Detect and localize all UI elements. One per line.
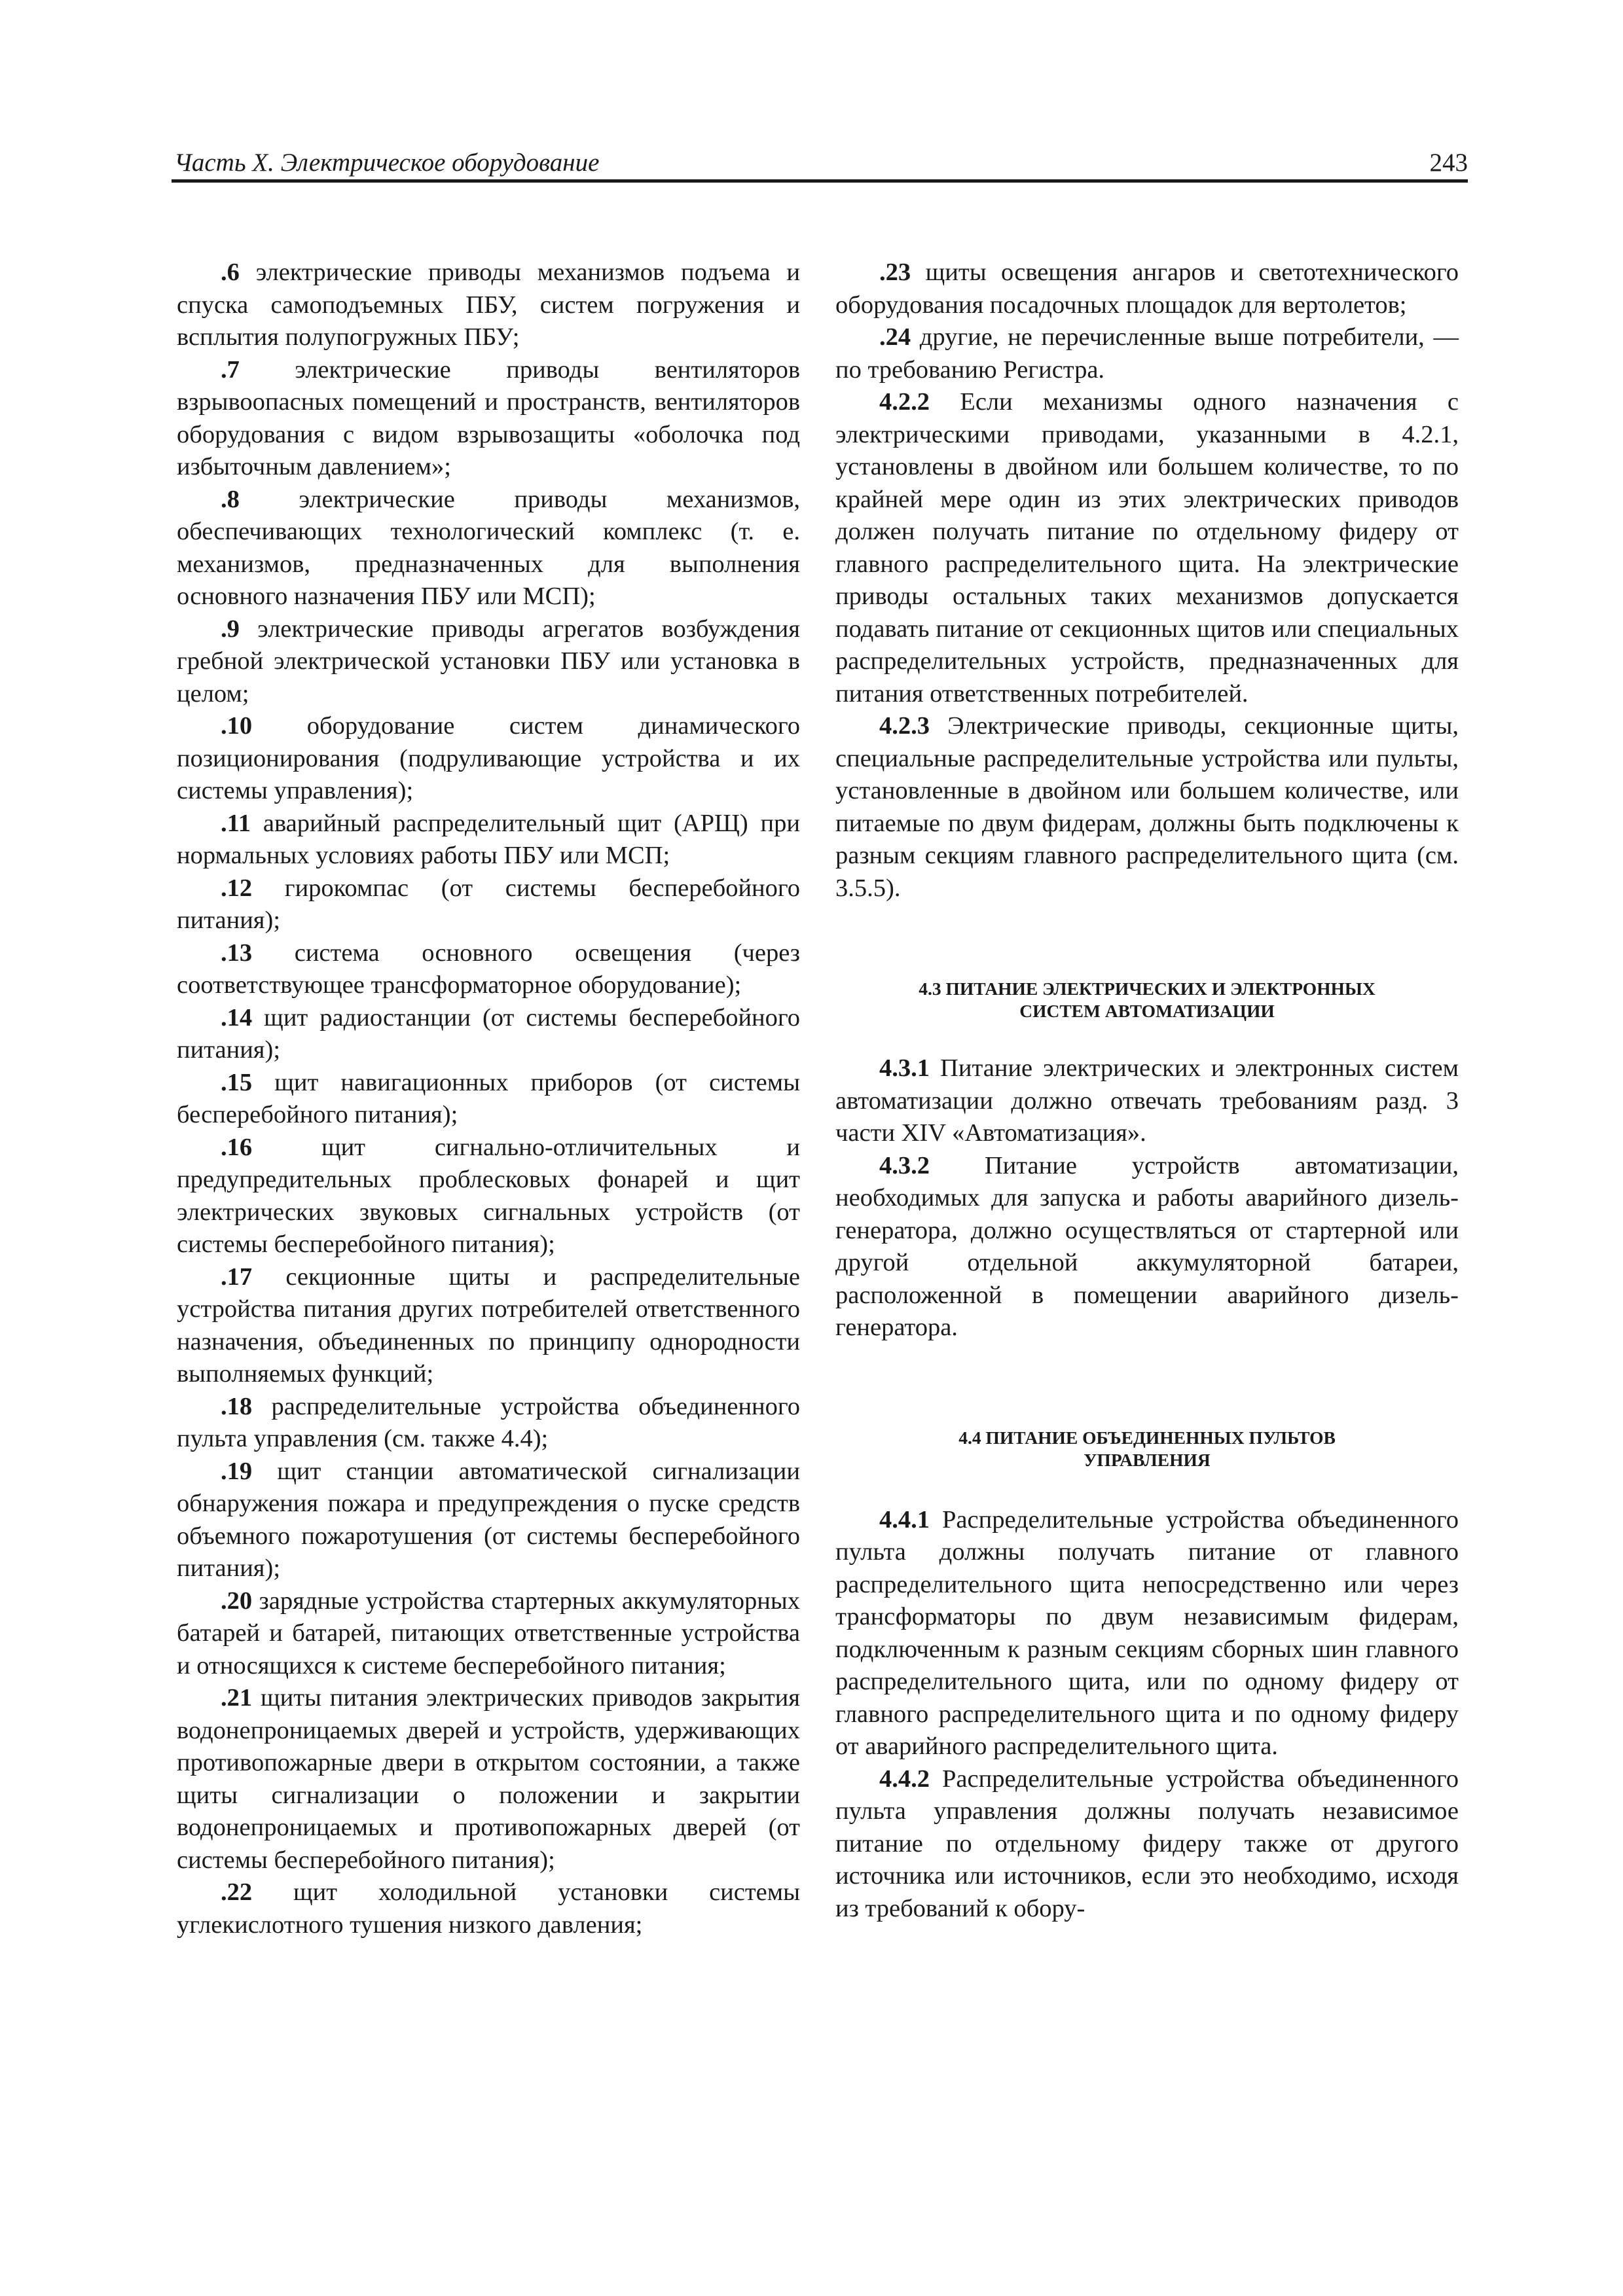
clause-number: 4.2.3 [879, 712, 930, 740]
clause-text: Распределительные устройства объединенного пульта управления должны получать независимое питание по отдельному фидеру также от другого источника или источников, если это необходимо, исходя из требований к обору- [835, 1765, 1459, 1922]
item-number: .8 [221, 485, 240, 513]
item-number: .19 [221, 1457, 253, 1485]
list-item [177, 710, 800, 808]
item-number: .7 [221, 355, 240, 384]
clause-number: 4.3.1 [879, 1054, 930, 1082]
list-item [177, 484, 800, 613]
section-heading-line: УПРАВЛЕНИЯ [1084, 1449, 1211, 1470]
item-text: щит сигнально-отличительных и предупредительных проблесковых фонарей и щит электрических звуковых сигнальных устройств (от системы бесперебойного питания); [177, 1133, 800, 1258]
list-item [835, 257, 1459, 321]
item-number: .10 [221, 712, 253, 740]
clause-4-3-1 [835, 1052, 1459, 1150]
list-item [177, 354, 800, 484]
item-text: другие, не перечисленные выше потребители, — по требованию Регистра. [835, 323, 1459, 384]
clause-text: Питание электрических и электронных систем автоматизации должно отвечать требованиям разд. 3 части XIV «Автоматизация». [835, 1054, 1459, 1147]
item-number: .23 [879, 259, 911, 286]
item-number: .20 [221, 1587, 253, 1615]
item-number: .21 [221, 1684, 253, 1712]
item-text: щит навигационных приборов (от системы бесперебойного питания); [177, 1068, 800, 1128]
item-text: электрические приводы вентиляторов взрывоопасных помещений и пространств, вентиляторов оборудования с видом взрывозащиты «оболочка под избыточным давлением»; [177, 355, 800, 480]
list-item [177, 1132, 800, 1261]
list-item [177, 1876, 800, 1941]
item-number: .15 [221, 1068, 253, 1096]
clause-4-2-2 [835, 386, 1459, 710]
list-item [177, 613, 800, 711]
clause-4-2-3 [835, 710, 1459, 905]
list-item [177, 937, 800, 1002]
running-title: Часть X. Электрическое оборудование [174, 149, 600, 177]
item-text: щиты питания электрических приводов закрытия водонепроницаемых дверей и устройств, удерживающих противопожарные двери в открытом состоянии, а также щиты сигнализации о положении и закрытии водонепроницаемых и противопожарных дверей (от системы бесперебойного питания); [177, 1684, 800, 1874]
item-number: .9 [221, 615, 240, 643]
clause-number: 4.4.2 [879, 1765, 930, 1793]
item-number: .13 [221, 939, 253, 967]
item-number: .17 [221, 1263, 253, 1291]
item-text: оборудование систем динамического позиционирования (подруливающие устройства и их системы управления); [177, 712, 800, 804]
page-number: 243 [1429, 149, 1468, 177]
item-text: щит радиостанции (от системы бесперебойного питания); [177, 1003, 800, 1064]
list-item [835, 321, 1459, 386]
item-text: щит холодильной установки системы углекислотного тушения низкого давления; [177, 1878, 800, 1939]
list-item [177, 872, 800, 937]
item-number: .16 [221, 1133, 253, 1161]
clause-number: 4.4.1 [879, 1505, 930, 1534]
list-item [177, 257, 800, 354]
list-item [177, 1585, 800, 1683]
list-item [177, 1067, 800, 1132]
item-text: электрические приводы агрегатов возбуждения гребной электрической установки ПБУ или установка в целом; [177, 615, 800, 708]
item-text: распределительные устройства объединенного пульта управления (см. также 4.4); [177, 1392, 800, 1452]
clause-number: 4.3.2 [879, 1151, 930, 1179]
item-number: .24 [879, 323, 911, 351]
left-column [177, 257, 800, 1941]
list-item [177, 1391, 800, 1456]
item-text: щит станции автоматической сигнализации обнаружения пожара и предупреждения о пуске средств объемного пожаротушения (от системы бесперебойного питания); [177, 1457, 800, 1582]
clause-4-4-2 [835, 1763, 1459, 1926]
item-text: электрические приводы механизмов подъема и спуска самоподъемных ПБУ, систем погружения и всплытия полупогружных ПБУ; [177, 259, 800, 351]
clause-4-3-2 [835, 1150, 1459, 1344]
item-text: система основного освещения (через соответствующее трансформаторное оборудование); [177, 939, 800, 999]
clause-number: 4.2.2 [879, 388, 930, 416]
item-text: электрические приводы механизмов, обеспечивающих технологический комплекс (т. е. механизмов, предназначенных для выполнения основного назначения ПБУ или МСП); [177, 485, 800, 610]
list-item [177, 1456, 800, 1585]
clause-text: Питание устройств автоматизации, необходимых для запуска и работы аварийного дизель-генератора, должно осуществляться от стартерной или другой отдельной аккумуляторной батареи, расположенной в помещении аварийного дизель-генератора. [835, 1151, 1459, 1341]
right-column [835, 257, 1459, 1925]
item-number: .18 [221, 1392, 253, 1420]
item-number: .14 [221, 1003, 253, 1031]
section-heading-4-4 [835, 1427, 1459, 1471]
list-item [177, 1682, 800, 1876]
item-number: .12 [221, 874, 253, 902]
item-text: секционные щиты и распределительные устройства питания других потребителей ответственного назначения, объединенных по принципу однородности выполняемых функций; [177, 1263, 800, 1388]
page-header [172, 145, 1468, 183]
list-item [177, 808, 800, 872]
clause-text: Если механизмы одного назначения с электрическими приводами, указанными в 4.2.1, установлены в двойном или большем количестве, то по крайней мере один из этих электрических приводов должен получать питание по отдельному фидеру от главного распределительного щита. На электрические приводы остальных таких механизмов допускается подавать питание от секционных щитов или специальных распределительных устройств, предназначенных для питания ответственных потребителей. [835, 388, 1459, 708]
item-text: аварийный распределительный щит (АРЩ) при нормальных условиях работы ПБУ или МСП; [177, 809, 800, 869]
item-number: .11 [221, 809, 251, 837]
item-number: .6 [221, 259, 240, 286]
section-heading-4-3 [835, 978, 1459, 1022]
section-heading-line: 4.3 ПИТАНИЕ ЭЛЕКТРИЧЕСКИХ И ЭЛЕКТРОННЫХ [919, 978, 1376, 999]
section-heading-line: СИСТЕМ АВТОМАТИЗАЦИИ [1019, 1001, 1275, 1021]
item-text: щиты освещения ангаров и светотехнического оборудования посадочных площадок для вертолетов; [835, 259, 1459, 319]
item-text: зарядные устройства стартерных аккумуляторных батарей и батарей, питающих ответственные устройства и относящихся к системе бесперебойного питания; [177, 1587, 800, 1679]
item-text: гирокомпас (от системы бесперебойного питания); [177, 874, 800, 934]
section-heading-line: 4.4 ПИТАНИЕ ОБЪЕДИНЕННЫХ ПУЛЬТОВ [958, 1427, 1336, 1448]
item-number: .22 [221, 1878, 253, 1906]
clause-4-4-1 [835, 1504, 1459, 1763]
clause-text: Электрические приводы, секционные щиты, специальные распределительные устройства или пульты, установленные в двойном или большем количестве, или питаемые по двум фидерам, должны быть подключены к разным секциям главного распределительного щита (см. 3.5.5). [835, 712, 1459, 902]
list-item [177, 1002, 800, 1067]
clause-text: Распределительные устройства объединенного пульта должны получать питание от главного распределительного щита непосредственно или через трансформаторы по двум независимым фидерам, подключенным к разным секциям сборных шин главного распределительного щита, или по одному фидеру от главного распределительного щита и по одному фидеру от аварийного распределительного щита. [835, 1505, 1459, 1760]
list-item [177, 1261, 800, 1391]
